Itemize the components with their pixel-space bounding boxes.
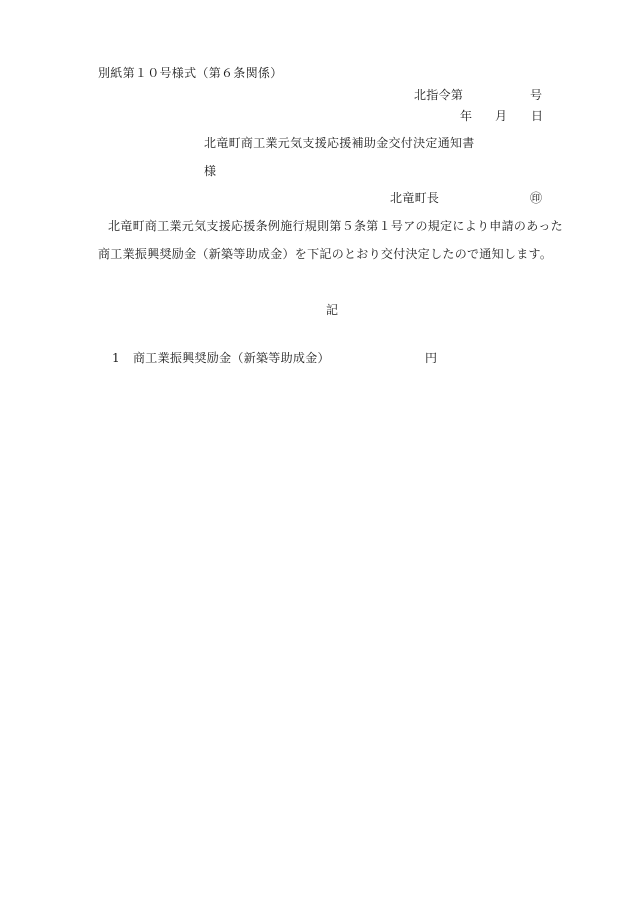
addressee-honorific: 様 bbox=[204, 164, 217, 178]
reference-number-suffix: 号 bbox=[530, 88, 543, 102]
form-label: 別紙第１０号様式（第６条関係） bbox=[98, 66, 283, 80]
date-year-label: 年 bbox=[460, 109, 473, 123]
body-text-line-2: 商工業振興奨励金（新築等助成金）を下記のとおり交付決定したので通知します。 bbox=[98, 247, 553, 261]
issuer-name: 北竜町長 bbox=[390, 191, 440, 205]
date-day-label: 日 bbox=[531, 109, 544, 123]
document-title: 北竜町商工業元気支援応援補助金交付決定通知書 bbox=[204, 136, 475, 150]
body-text-line-1: 北竜町商工業元気支援応援条例施行規則第５条第１号アの規定により申請のあった bbox=[108, 219, 563, 233]
record-heading: 記 bbox=[326, 303, 339, 317]
item-amount-unit: 円 bbox=[425, 351, 438, 365]
reference-number-prefix: 北指令第 bbox=[414, 88, 464, 102]
item-number: 1 bbox=[112, 351, 120, 365]
seal-mark: ㊞ bbox=[530, 191, 543, 205]
item-name: 商工業振興奨励金（新築等助成金） bbox=[133, 351, 330, 365]
date-month-label: 月 bbox=[495, 109, 508, 123]
